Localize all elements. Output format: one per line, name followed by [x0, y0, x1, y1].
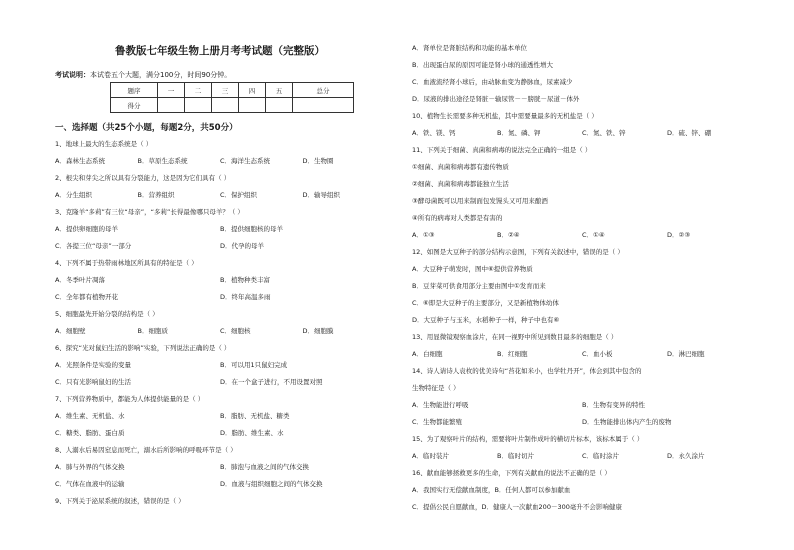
- question-line: A．肾单位是肾脏结构和功能的基本单位: [412, 44, 527, 52]
- answer-option: C．①④: [582, 231, 605, 239]
- section-heading: 一、选择题（共25个小题，每题2分，共50分）: [55, 123, 238, 133]
- score-cell: 五: [266, 83, 293, 98]
- answer-option: D．生物能排出体内产生的废物: [582, 418, 672, 426]
- answer-option: D．血液与组织细胞之间的气体交换: [220, 480, 323, 488]
- answer-option: C．血小板: [582, 350, 613, 358]
- answer-option: D．硫、锌、硼: [667, 129, 712, 137]
- question-text: 9、下列关于泌尿系统的叙述，错误的是（ ）: [55, 497, 185, 505]
- score-value-row: [111, 98, 354, 113]
- answer-option: A．肺与外界的气体交换: [55, 463, 125, 471]
- answer-option: D．代孕的母羊: [220, 242, 265, 250]
- instructions-label: 考试说明：: [55, 71, 90, 79]
- answer-option: C．全年都有植物开花: [55, 293, 119, 301]
- question-text: 3、克隆羊“多莉”有三位“母亲”，“多莉”长得最像哪只母羊？（ ）: [55, 208, 244, 216]
- answer-option: B．红细胞: [497, 350, 528, 358]
- question-text: 1、地球上最大的生态系统是（ ）: [55, 140, 153, 148]
- score-cell: 总分: [293, 83, 354, 98]
- question-text: 4、下列不属于热带雨林地区所具有的特征是（ ）: [55, 259, 198, 267]
- answer-option: C．生物都能繁殖: [412, 418, 463, 426]
- answer-option: A．白细胞: [412, 350, 443, 358]
- question-text: 16、献血能够拯救更多的生命，下列有关献血的说法不正确的是（ ）: [412, 469, 611, 477]
- answer-option: B．临时切片: [497, 452, 534, 460]
- question-text: 12、如图是大豆种子的部分结构示意图，下列有关叙述中，错误的是（ ）: [412, 248, 624, 256]
- answer-option: C．保护组织: [220, 191, 258, 199]
- answer-option: B．可以用1只鼠妇完成: [220, 361, 288, 369]
- answer-option: D．生物圈: [302, 157, 334, 165]
- answer-option: C．海洋生态系统: [220, 157, 271, 165]
- question-text: 15、为了观察叶片的结构，需要将叶片制作成叶的横切片标本，该标本属于（ ）: [412, 435, 644, 443]
- question-text: 11、下列关于细菌、真菌和病毒的说法完全正确的一组是（ ）: [412, 146, 592, 154]
- score-cell: 一: [158, 83, 185, 98]
- answer-option: B．营养组织: [137, 191, 175, 199]
- answer-option: B．生物有变异的特性: [582, 401, 645, 409]
- answer-option: A．临时装片: [412, 452, 449, 460]
- question-line: ③酵母菌既可以用来制面包发馒头又可用来酿酒: [412, 197, 548, 205]
- answer-option: A．铁、镁、钙: [412, 129, 456, 137]
- answer-option: C．只有光影响鼠妇的生活: [55, 378, 132, 386]
- score-cell: 二: [185, 83, 212, 98]
- answer-option: B．脂肪、无机盐、糖类: [220, 412, 290, 420]
- question-line: C．血液流经肾小球后，由动脉血变为静脉血，尿素减少: [412, 78, 573, 86]
- answer-option: A．生物能进行呼吸: [412, 401, 469, 409]
- question-line: A．我国实行无偿献血制度，B．任何人都可以参加献血: [412, 486, 571, 494]
- score-cell: [239, 98, 266, 113]
- exam-instructions: [55, 70, 231, 80]
- question-text: 8、人溺水后易因窒息而死亡，溺水后所影响的呼吸环节是（ ）: [55, 446, 237, 454]
- answer-option: D．②③: [667, 231, 691, 239]
- question-line: C．⑥即是大豆种子的主要部分，又是新植物体幼体: [412, 299, 559, 307]
- question-text: 13、用显微镜观察血涂片，在同一视野中所见到数目最多的细胞是（ ）: [412, 333, 618, 341]
- answer-option: C．氮、铁、锌: [582, 129, 626, 137]
- question-line: D．尿液的排出途径是肾脏－输尿管－－膀胱－尿道－体外: [412, 95, 580, 103]
- score-cell: 四: [239, 83, 266, 98]
- answer-option: C．临时涂片: [582, 452, 620, 460]
- answer-option: C．气体在血液中的运输: [55, 480, 125, 488]
- question-text: 10、植物生长需要多种无机盐，其中需要量最多的无机盐是（ ）: [412, 112, 598, 120]
- question-text: 2、根尖和芽尖之所以具有分裂能力，这是因为它们具有（ ）: [55, 174, 231, 182]
- answer-option: D．永久涂片: [667, 452, 705, 460]
- score-cell: [158, 98, 185, 113]
- score-cell: [293, 98, 354, 113]
- instructions-text: 本试卷五个大题，满分100分，时间90分钟。: [90, 71, 232, 79]
- question-line: C．提倡公民自愿献血，D．健康人一次献血200－300毫升不会影响健康: [412, 503, 622, 511]
- answer-option: B．草原生态系统: [137, 157, 188, 165]
- answer-option: D．输导组织: [302, 191, 341, 199]
- question-line: B．出现蛋白尿的原因可能是肾小球的通透性增大: [412, 61, 553, 69]
- question-line: ②细菌、真菌和病毒都能独立生活: [412, 180, 509, 188]
- answer-option: D．在一个盒子进行，不用设置对照: [220, 378, 323, 386]
- question-text: 7、下列营养物质中，都能为人体提供能量的是（ ）: [55, 395, 205, 403]
- answer-option: A．细胞壁: [55, 327, 86, 335]
- answer-option: D．终年高温多雨: [220, 293, 271, 301]
- score-table: [110, 82, 354, 113]
- answer-option: A．维生素、无机盐、水: [55, 412, 125, 420]
- answer-option: D．淋巴细胞: [667, 350, 705, 358]
- answer-option: A．冬季叶片凋落: [55, 276, 105, 284]
- answer-option: A．①③: [412, 231, 435, 239]
- question-line: A．大豆种子萌发时，图中⑥提供营养物质: [412, 265, 533, 273]
- question-line: B．豆芽菜可供食用部分主要由图中①发育而来: [412, 282, 546, 290]
- answer-option: B．肺泡与血液之间的气体交换: [220, 463, 309, 471]
- answer-option: B．②④: [497, 231, 520, 239]
- answer-option: A．提供卵细胞的母羊: [55, 225, 118, 233]
- score-cell: [185, 98, 212, 113]
- score-cell: [212, 98, 239, 113]
- answer-option: C．细胞核: [220, 327, 251, 335]
- answer-option: A．分生组织: [55, 191, 92, 199]
- score-cell: 得分: [111, 98, 158, 113]
- answer-option: C．各提三位“母亲”一部分: [55, 242, 132, 250]
- score-cell: [266, 98, 293, 113]
- answer-option: B．植物种类丰富: [220, 276, 270, 284]
- answer-option: A．光照条件是实验的变量: [55, 361, 131, 369]
- question-line: D．大豆种子与玉米，水稻种子一样，种子中也有⑥: [412, 316, 560, 324]
- answer-option: B．提供细胞核的母羊: [220, 225, 283, 233]
- question-line: ④所有的病毒对人类都是有害的: [412, 214, 503, 222]
- score-cell: 题序: [111, 83, 158, 98]
- score-header-row: [111, 83, 354, 98]
- score-cell: 三: [212, 83, 239, 98]
- page-title: 鲁教版七年级生物上册月考考试题（完整版）: [115, 45, 325, 57]
- answer-option: A．森林生态系统: [55, 157, 105, 165]
- answer-option: D．脂肪、维生素、水: [220, 429, 284, 437]
- question-text: 14、诗人请诗人袁枚的优美诗句“苔花如米小，也学牡丹开”，体会到其中包含的: [412, 367, 642, 375]
- answer-option: D．细胞膜: [302, 327, 334, 335]
- question-line: 生物特征是（ ）: [412, 384, 460, 392]
- question-text: 6、探究“光对鼠妇生活的影响”实验，下列说法正确的是（ ）: [55, 344, 231, 352]
- answer-option: B．氮、磷、钾: [497, 129, 541, 137]
- question-line: ①细菌、真菌和病毒都有遗传物质: [412, 163, 509, 171]
- answer-option: B．细胞质: [137, 327, 168, 335]
- answer-option: C．糖类、脂肪、蛋白质: [55, 429, 125, 437]
- question-text: 5、细胞最先开始分裂的结构是（ ）: [55, 310, 159, 318]
